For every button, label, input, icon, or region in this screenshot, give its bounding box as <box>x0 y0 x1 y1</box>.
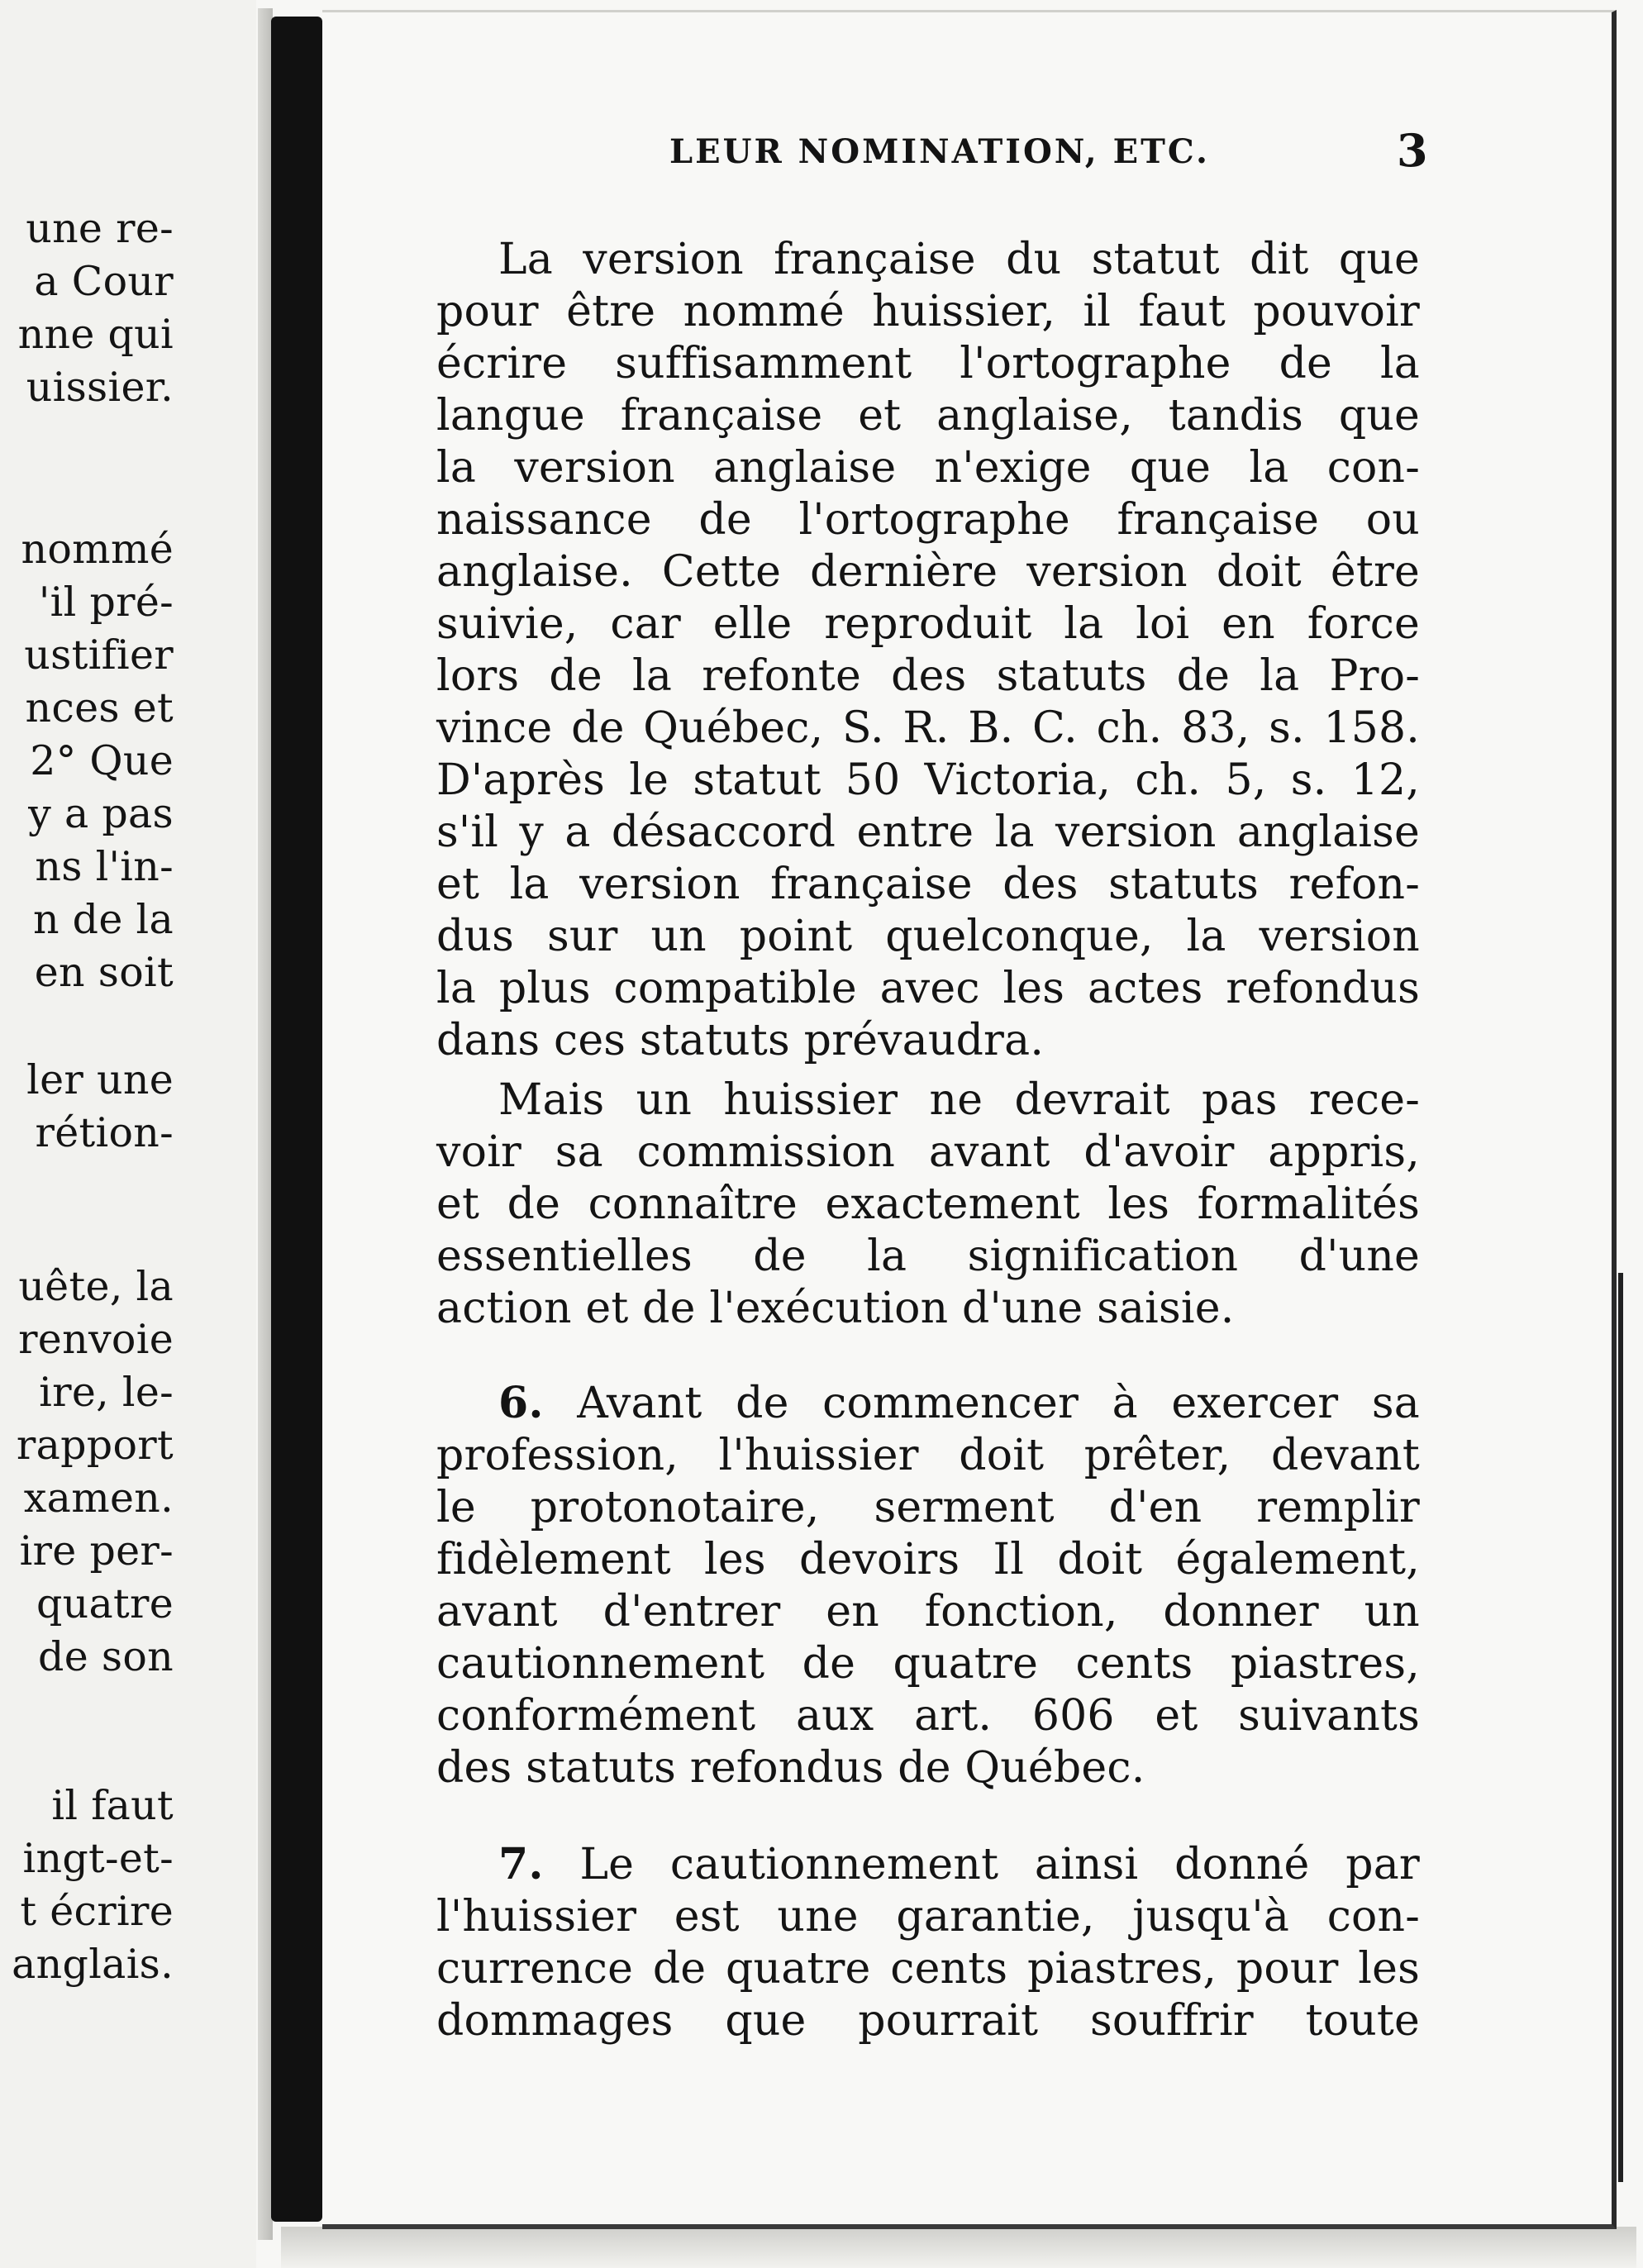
text-line: des statuts refondus de Québec. <box>436 1743 1145 1793</box>
left-page-line: rétion- <box>35 1109 174 1156</box>
text-line: D'après le statut 50 Victoria, ch. 5, s. 12, <box>436 755 1420 805</box>
page-edge-mark <box>1618 1273 1623 2182</box>
left-page-line: nces et <box>25 684 174 731</box>
section-number: 7. <box>498 1839 544 1889</box>
text-line: s'il y a désaccord entre la version anglaise <box>436 808 1420 857</box>
left-page-line: a Cour <box>34 258 174 305</box>
left-page-line: ustifier <box>24 631 174 679</box>
left-page-line: xamen. <box>23 1475 174 1522</box>
left-page-line: ire, le- <box>39 1369 174 1416</box>
text-line: lors de la refonte des statuts de la Pro- <box>436 651 1420 701</box>
left-page-line: 'il pré- <box>38 579 174 626</box>
section-number: 6. <box>498 1378 544 1428</box>
section-6-first-line <box>498 1378 1420 1428</box>
text-line: avant d'entrer en fonction, donner un <box>436 1587 1420 1637</box>
text-line: vince de Québec, S. R. B. C. ch. 83, s. 158. <box>436 703 1420 753</box>
text-line: fidèlement les devoirs Il doit également, <box>436 1535 1420 1584</box>
text-line: cautionnement de quatre cents piastres, <box>436 1639 1420 1689</box>
text-line: suivie, car elle reproduit la loi en force <box>436 599 1420 649</box>
text-line: La version française du statut dit que <box>498 235 1420 284</box>
left-page-line: ler une <box>26 1056 174 1103</box>
text-span: Le cautionnement ainsi donné par <box>543 1840 1420 1889</box>
text-line: currence de quatre cents piastres, pour les <box>436 1944 1420 1994</box>
left-page-line: n de la <box>32 896 174 943</box>
text-line: dus sur un point quelconque, la version <box>436 912 1420 961</box>
left-page-line: il faut <box>51 1782 174 1829</box>
left-page-line: uissier. <box>26 364 174 411</box>
left-page-line: anglais. <box>12 1941 174 1988</box>
left-page-line: de son <box>38 1633 174 1680</box>
section-7-first-line <box>498 1839 1420 1889</box>
text-line: la version anglaise n'exige que la con- <box>436 443 1420 493</box>
text-line: dans ces statuts prévaudra. <box>436 1016 1045 1065</box>
left-page-line: en soit <box>34 949 174 996</box>
page-bottom-shadow <box>281 2227 1636 2268</box>
left-page-line: uête, la <box>18 1263 174 1310</box>
text-line: langue française et anglaise, tandis que <box>436 391 1420 441</box>
left-page-line: une re- <box>26 205 174 252</box>
running-title: LEUR NOMINATION, ETC. <box>669 132 1210 171</box>
page-number: 3 <box>1397 124 1428 177</box>
text-line: écrire suffisamment l'ortographe de la <box>436 339 1420 388</box>
left-page-line: nommé <box>21 526 174 573</box>
text-line: essentielles de la signification d'une <box>436 1232 1420 1281</box>
text-line: anglaise. Cette dernière version doit être <box>436 547 1420 597</box>
text-line: Mais un huissier ne devrait pas rece- <box>498 1075 1420 1125</box>
left-page-line: renvoie <box>18 1316 174 1363</box>
left-facing-page <box>0 0 256 2268</box>
left-page-line: ns l'in- <box>35 843 174 890</box>
text-span: Avant de commencer à exercer sa <box>543 1379 1420 1428</box>
text-line: action et de l'exécution d'une saisie. <box>436 1284 1235 1333</box>
text-line: et la version française des statuts refon- <box>436 860 1420 909</box>
text-line: voir sa commission avant d'avoir appris, <box>436 1127 1420 1177</box>
left-page-line: ire per- <box>19 1527 174 1575</box>
left-page-line: ingt-et- <box>22 1835 174 1882</box>
text-line: naissance de l'ortographe française ou <box>436 495 1420 545</box>
text-line: profession, l'huissier doit prêter, devant <box>436 1431 1420 1480</box>
left-page-line: rapport <box>16 1422 174 1469</box>
text-line: pour être nommé huissier, il faut pouvoir <box>436 287 1420 336</box>
left-page-line: y a pas <box>28 790 174 837</box>
text-line: conformément aux art. 606 et suivants <box>436 1691 1420 1741</box>
left-page-line: 2° Que <box>30 737 174 784</box>
left-page-line: nne qui <box>17 311 174 358</box>
left-page-line: quatre <box>36 1580 174 1627</box>
text-line: la plus compatible avec les actes refondus <box>436 964 1420 1013</box>
text-line: dommages que pourrait souffrir toute <box>436 1996 1420 2046</box>
text-line: le protonotaire, serment d'en remplir <box>436 1483 1420 1532</box>
book-gutter <box>271 17 322 2222</box>
text-line: l'huissier est une garantie, jusqu'à con- <box>436 1892 1420 1942</box>
text-line: et de connaître exactement les formalités <box>436 1179 1420 1229</box>
left-page-line: t écrire <box>20 1888 174 1935</box>
